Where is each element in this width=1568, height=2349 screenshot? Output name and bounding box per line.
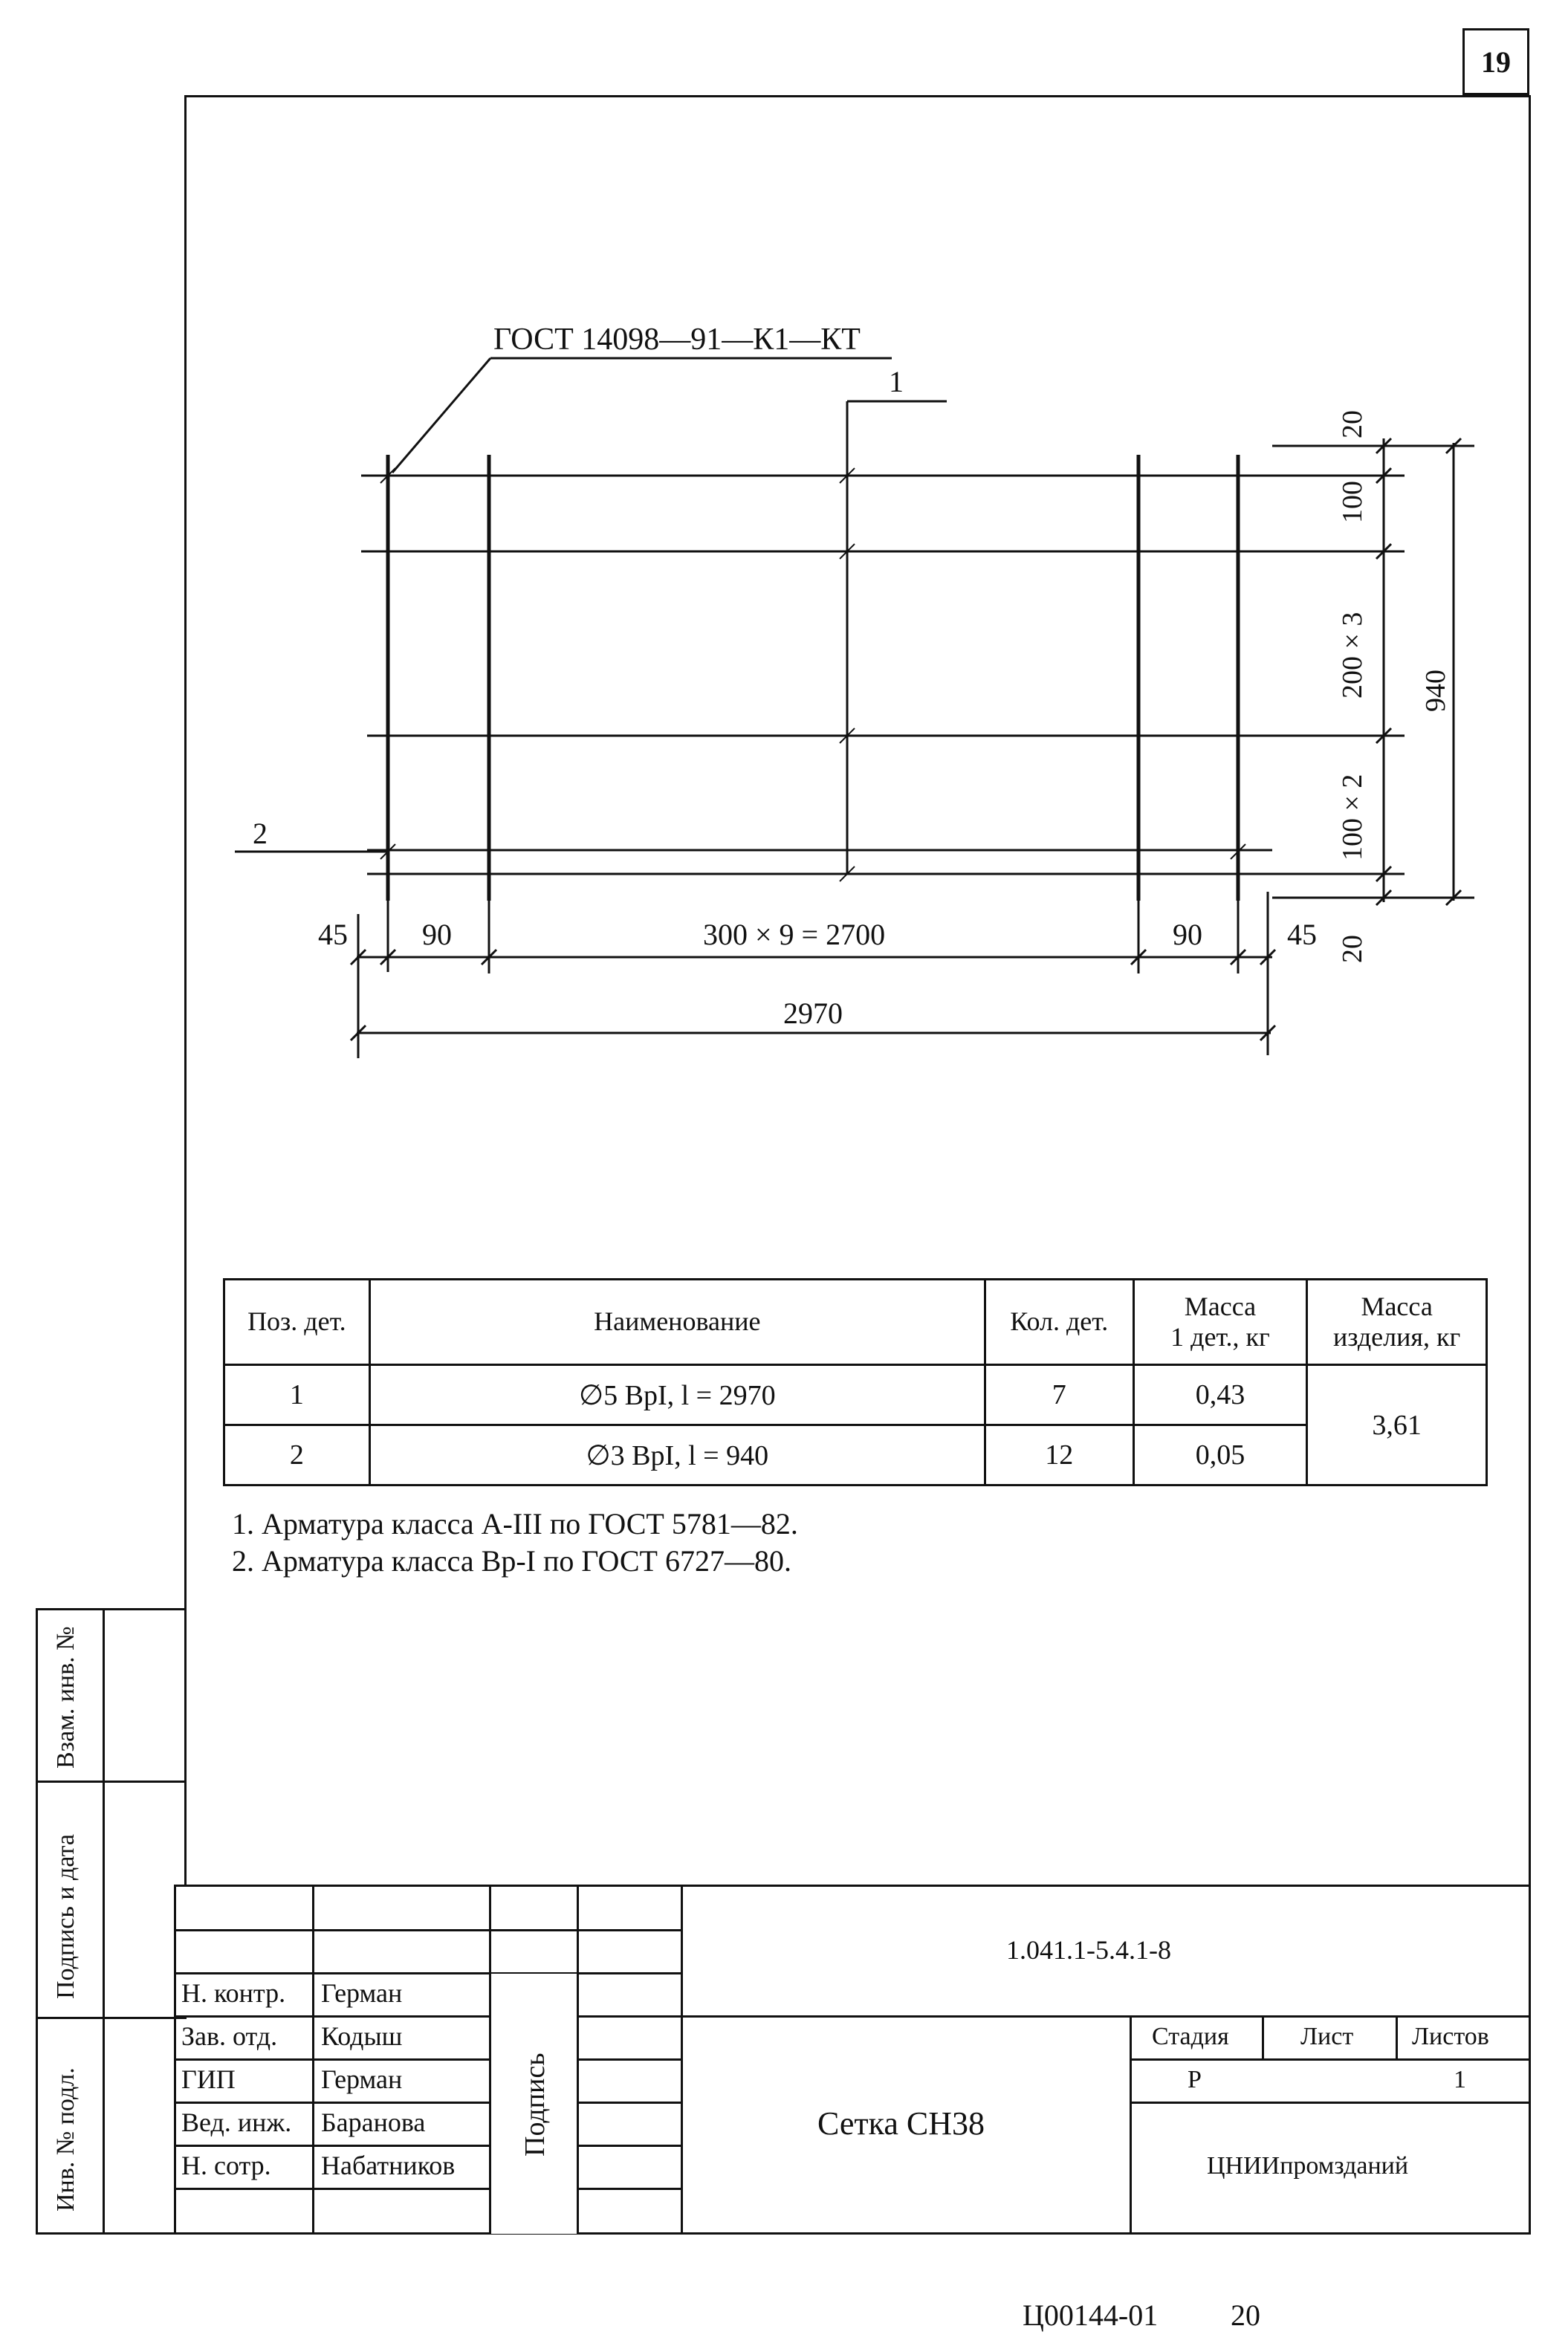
total-mass: 3,61	[1307, 1365, 1487, 1485]
header-name: Наименование	[369, 1280, 985, 1365]
sheets-value: 1	[1454, 2066, 1466, 2093]
spec-header-row	[224, 1280, 1487, 1365]
stage-value: Р	[1188, 2066, 1202, 2093]
role-label: Н. сотр.	[181, 2151, 271, 2180]
header-mass-total: Масса изделия, кг	[1307, 1280, 1487, 1365]
podpis-label: Подпись	[519, 2052, 551, 2157]
dim-right-middle: 200 × 3	[1337, 612, 1368, 699]
dim-right-total: 940	[1420, 670, 1451, 712]
role-label: ГИП	[181, 2064, 236, 2094]
spec-table	[223, 1278, 1488, 1486]
role-label: Н. контр.	[181, 1978, 286, 2008]
pos1-label: 1	[889, 365, 904, 398]
role-label: Зав. отд.	[181, 2021, 278, 2051]
role-name: Кодыш	[321, 2021, 403, 2051]
dim-left-gap: 90	[422, 918, 452, 951]
header-qty: Кол. дет.	[985, 1280, 1133, 1365]
table-row: 2 ∅3 ВрI, l = 940 12 0,05	[224, 1425, 1487, 1485]
doc-code: 1.041.1-5.4.1-8	[1006, 1935, 1171, 1965]
dim-right-bottom-end: 20	[1337, 935, 1368, 963]
sheet-title: Сетка СН38	[817, 2105, 985, 2142]
role-name: Набатников	[321, 2151, 456, 2180]
role-name: Баранова	[321, 2107, 426, 2137]
notes	[232, 1506, 798, 1580]
stage-label: Стадия	[1152, 2023, 1229, 2050]
dim-right-top-end: 20	[1337, 410, 1368, 438]
role-name: Герман	[321, 1978, 403, 2008]
dim-right-top-gap: 100	[1337, 481, 1368, 523]
sheets-label: Листов	[1412, 2023, 1489, 2050]
pos2-label: 2	[253, 817, 268, 850]
sheet-label: Лист	[1300, 2023, 1354, 2050]
title-block	[174, 1885, 1531, 2234]
role-name: Герман	[321, 2064, 403, 2094]
role-label: Вед. инж.	[181, 2107, 292, 2137]
stamp-vzam: Взам. инв. №	[52, 1626, 80, 1769]
note-2: 2. Арматура класса Вр-I по ГОСТ 6727—80.	[232, 1544, 791, 1578]
dim-right-gap: 90	[1173, 918, 1202, 951]
dim-right-bottom-gap: 100 × 2	[1337, 774, 1368, 861]
stamp-podpis-data: Подпись и дата	[52, 1834, 80, 1999]
stamp-inv-podl: Инв. № подл.	[52, 2067, 80, 2212]
footer-page: 20	[1231, 2298, 1260, 2332]
gost-label: ГОСТ 14098—91—К1—КТ	[493, 323, 861, 357]
dim-middle: 300 × 9 = 2700	[703, 918, 886, 951]
dim-right-end: 45	[1287, 918, 1317, 951]
header-pos: Поз. дет.	[224, 1280, 370, 1365]
footer-code: Ц00144-01	[1023, 2298, 1159, 2332]
header-mass-unit: Масса 1 дет., кг	[1133, 1280, 1307, 1365]
gost-leader	[392, 358, 490, 473]
dim-total: 2970	[783, 997, 843, 1030]
organization: ЦНИИпромзданий	[1207, 2152, 1409, 2180]
sheet-number: 19	[1481, 45, 1511, 79]
table-row: 1 ∅5 ВрI, l = 2970 7 0,43 3,61	[224, 1365, 1487, 1425]
note-1: 1. Арматура класса А-III по ГОСТ 5781—82.	[232, 1507, 798, 1540]
dim-left-end: 45	[318, 918, 348, 951]
